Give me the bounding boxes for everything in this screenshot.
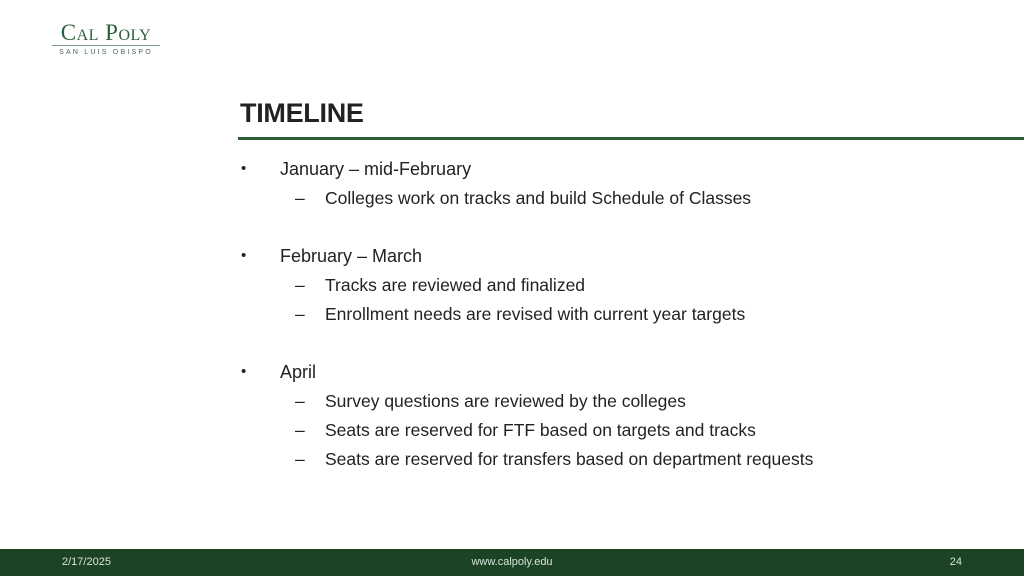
section-label: February – March xyxy=(280,246,423,266)
timeline-item xyxy=(240,446,1000,475)
bullet-icon: • xyxy=(241,160,247,177)
slide-title: TIMELINE xyxy=(240,98,364,128)
logo-divider xyxy=(52,45,160,46)
timeline-section xyxy=(240,243,1000,272)
page-number: 24 xyxy=(949,556,962,568)
dash-icon: – xyxy=(295,275,305,295)
footer-bar xyxy=(0,549,1024,576)
timeline-section xyxy=(240,156,1000,185)
section-label: January – mid-February xyxy=(280,159,472,179)
footer-url[interactable]: www.calpoly.edu xyxy=(471,556,553,568)
title-underline xyxy=(238,137,1024,140)
timeline-item xyxy=(240,417,1000,446)
item-text: Colleges work on tracks and build Schedule of Classes xyxy=(325,188,752,208)
timeline-item xyxy=(240,388,1000,417)
bullet-icon: • xyxy=(241,247,247,264)
logo-subtitle: SAN LUIS OBISPO xyxy=(59,49,153,56)
timeline-item xyxy=(240,272,1000,301)
spacer xyxy=(240,330,1000,359)
timeline-item xyxy=(240,301,1000,330)
item-text: Tracks are reviewed and finalized xyxy=(325,275,586,295)
dash-icon: – xyxy=(295,304,305,324)
item-text: Seats are reserved for FTF based on targets and tracks xyxy=(325,420,756,440)
slide-content xyxy=(240,156,1000,475)
section-label: April xyxy=(280,362,317,382)
spacer xyxy=(240,214,1000,243)
item-text: Seats are reserved for transfers based on department requests xyxy=(325,449,814,469)
timeline-section xyxy=(240,359,1000,388)
bullet-icon: • xyxy=(241,363,247,380)
dash-icon: – xyxy=(295,420,305,440)
item-text: Enrollment needs are revised with current year targets xyxy=(325,304,746,324)
timeline-item xyxy=(240,185,1000,214)
item-text: Survey questions are reviewed by the colleges xyxy=(325,391,686,411)
dash-icon: – xyxy=(295,188,305,208)
dash-icon: – xyxy=(295,449,305,469)
dash-icon: – xyxy=(295,391,305,411)
cal-poly-logo xyxy=(52,20,162,60)
logo-wordmark: Cal Poly xyxy=(60,20,152,45)
footer-date: 2/17/2025 xyxy=(62,556,111,568)
